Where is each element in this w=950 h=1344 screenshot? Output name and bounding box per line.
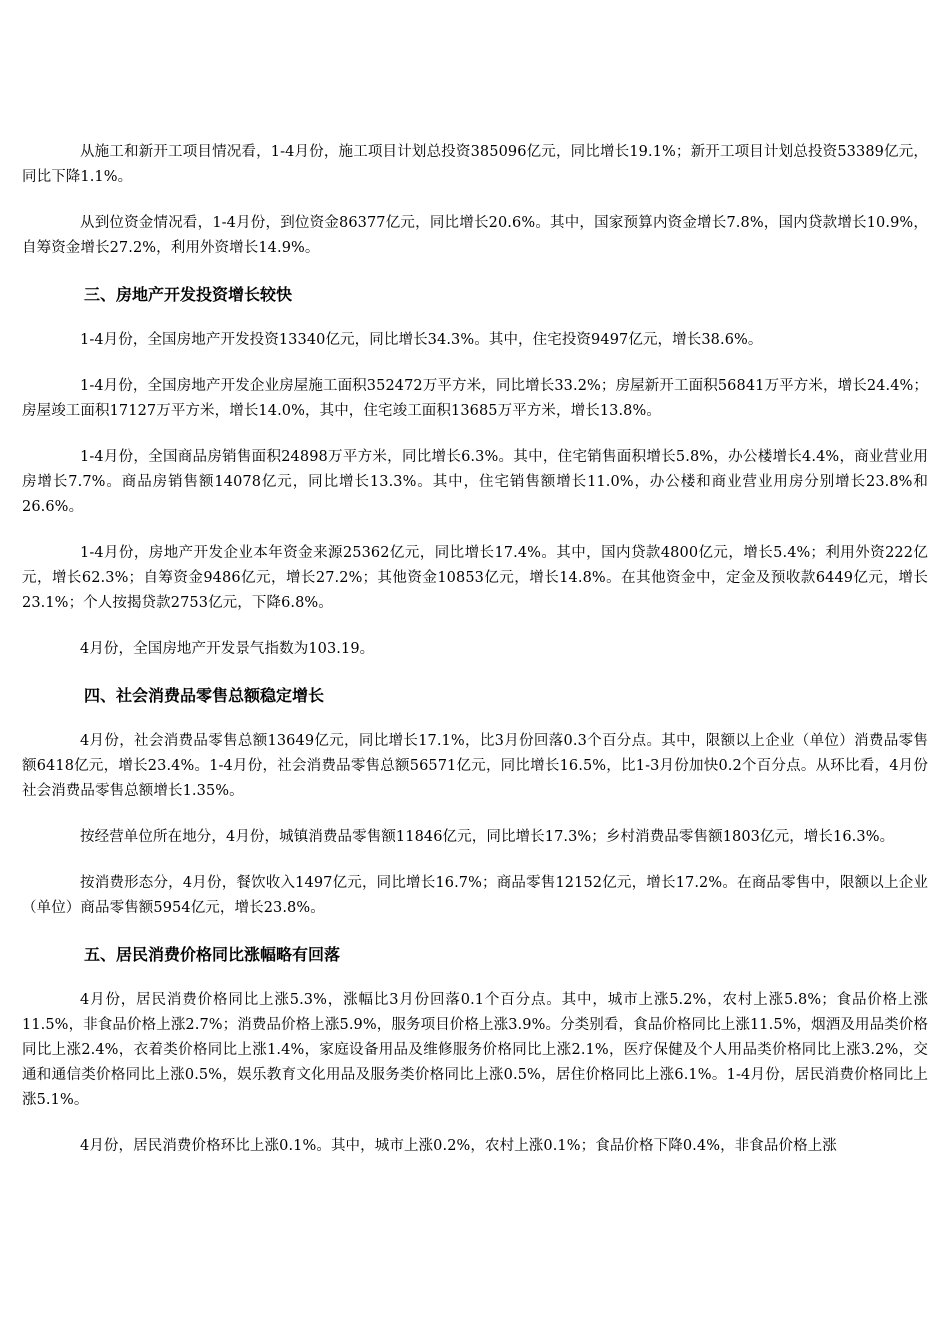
paragraph: 4月份，社会消费品零售总额13649亿元，同比增长17.1%，比3月份回落0.3个百分点。其中，限额以上企业（单位）消费品零售额6418亿元，增长23.4%。1-4月份，社会消费品零售总额56571亿元，同比增长16.5%，比1-3月份加快0.2个百分点。从环比看，4月份社会消费品零售总额增长1.35%。 xyxy=(22,733,928,799)
paragraph: 按消费形态分，4月份，餐饮收入1497亿元，同比增长16.7%；商品零售12152亿元，增长17.2%。在商品零售中，限额以上企业（单位）商品零售额5954亿元，增长23.8%。 xyxy=(22,875,928,916)
paragraph: 从到位资金情况看，1-4月份，到位资金86377亿元，同比增长20.6%。其中，国家预算内资金增长7.8%，国内贷款增长10.9%，自筹资金增长27.2%，利用外资增长14.9%。 xyxy=(22,215,928,256)
paragraph: 从施工和新开工项目情况看，1-4月份，施工项目计划总投资385096亿元，同比增长19.1%；新开工项目计划总投资53389亿元，同比下降1.1%。 xyxy=(22,144,928,185)
paragraph: 4月份，居民消费价格同比上涨5.3%，涨幅比3月份回落0.1个百分点。其中，城市上涨5.2%，农村上涨5.8%；食品价格上涨11.5%，非食品价格上涨2.7%；消费品价格上涨5.9%，服务项目价格上涨3.9%。分类别看，食品价格同比上涨11.5%，烟酒及用品类价格同比上涨2.4%，衣着类价格同比上涨1.4%，家庭设备用品及维修服务价格同比上涨2.1%，医疗保健及个人用品类价格同比上涨3.2%，交通和通信类价格同比上涨0.5%，娱乐教育文化用品及服务类价格同比上涨0.5%，居住价格同比上涨6.1%。1-4月份，居民消费价格同比上涨5.1%。 xyxy=(22,992,928,1108)
document-body xyxy=(22,140,928,1180)
section-heading: 五、居民消费价格同比涨幅略有回落 xyxy=(84,945,341,964)
paragraph: 1-4月份，全国商品房销售面积24898万平方米，同比增长6.3%。其中，住宅销售面积增长5.8%，办公楼增长4.4%，商业营业用房增长7.7%。商品房销售额14078亿元，同比增长13.3%。其中，住宅销售额增长11.0%，办公楼和商业营业用房分别增长23.8%和26.6%。 xyxy=(22,449,928,515)
section-heading: 三、房地产开发投资增长较快 xyxy=(84,285,293,304)
paragraph: 4月份，全国房地产开发景气指数为103.19。 xyxy=(80,641,375,657)
paragraph: 按经营单位所在地分，4月份，城镇消费品零售额11846亿元，同比增长17.3%；乡村消费品零售额1803亿元，增长16.3%。 xyxy=(80,829,895,845)
paragraph: 1-4月份，房地产开发企业本年资金来源25362亿元，同比增长17.4%。其中，国内贷款4800亿元，增长5.4%；利用外资222亿元，增长62.3%；自筹资金9486亿元，增长27.2%；其他资金10853亿元，增长14.8%。在其他资金中，定金及预收款6449亿元，增长23.1%；个人按揭贷款2753亿元，下降6.8%。 xyxy=(22,545,928,611)
paragraph: 4月份，居民消费价格环比上涨0.1%。其中，城市上涨0.2%，农村上涨0.1%；食品价格下降0.4%，非食品价格上涨 xyxy=(80,1138,837,1154)
paragraph: 1-4月份，全国房地产开发投资13340亿元，同比增长34.3%。其中，住宅投资9497亿元，增长38.6%。 xyxy=(80,332,763,348)
paragraph: 1-4月份，全国房地产开发企业房屋施工面积352472万平方米，同比增长33.2%；房屋新开工面积56841万平方米，增长24.4%；房屋竣工面积17127万平方米，增长14.0%，其中，住宅竣工面积13685万平方米，增长13.8%。 xyxy=(22,378,928,419)
section-heading: 四、社会消费品零售总额稳定增长 xyxy=(84,686,325,705)
